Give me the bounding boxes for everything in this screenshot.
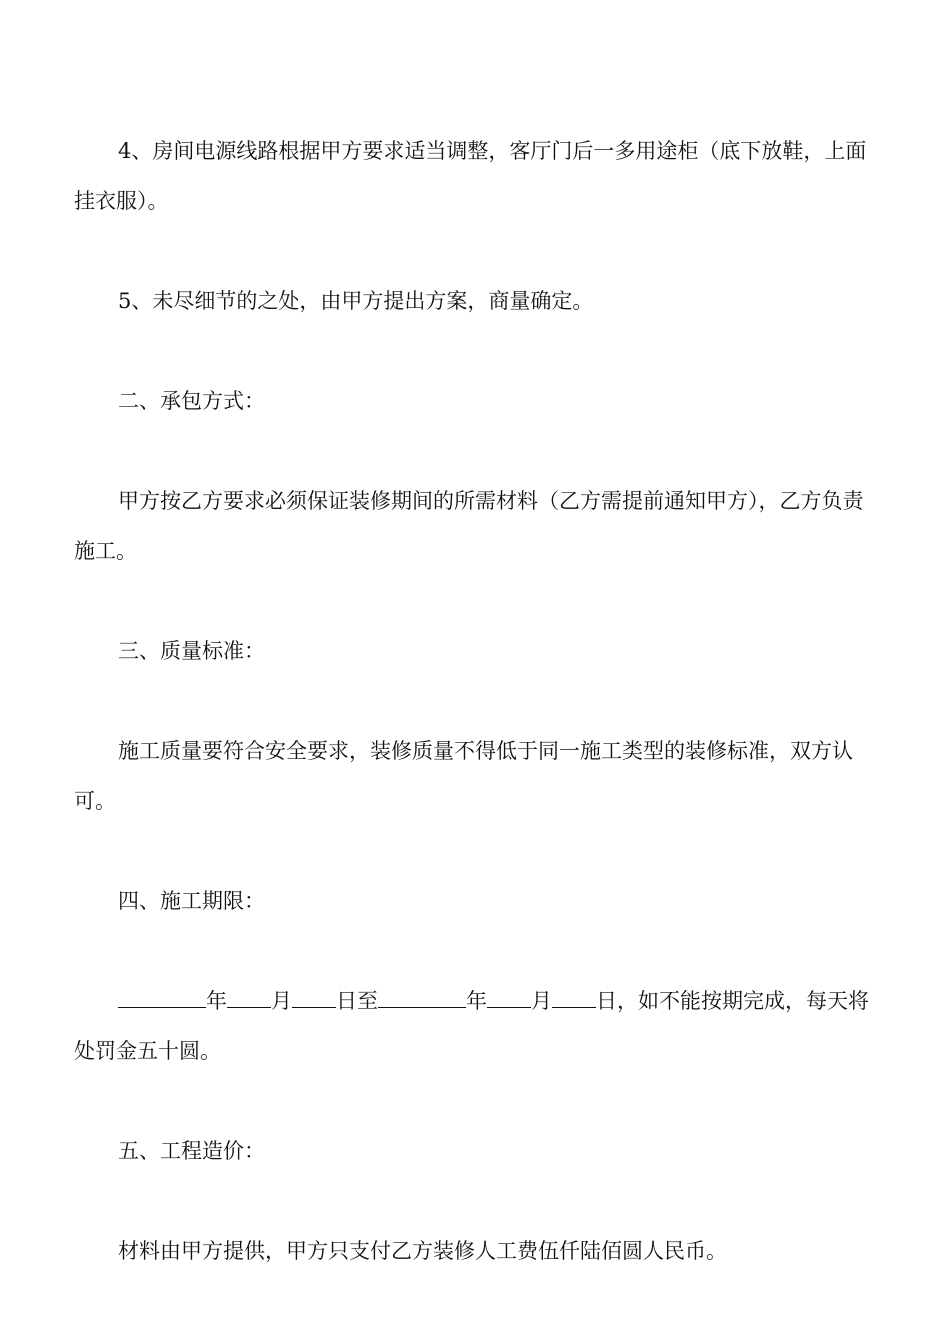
end-year-blank xyxy=(378,989,466,1008)
month-label: 月 xyxy=(271,989,292,1013)
project-cost-paragraph: 材料由甲方提供，甲方只支付乙方装修人工费伍仟陆佰圆人民币。 xyxy=(118,1239,727,1263)
start-year-blank xyxy=(118,989,206,1008)
year-label: 年 xyxy=(466,989,487,1013)
section-heading-project-cost: 五、工程造价： xyxy=(118,1139,265,1163)
start-day-blank xyxy=(292,989,336,1008)
section-heading-construction-period: 四、施工期限： xyxy=(118,889,265,913)
year-label: 年 xyxy=(206,989,227,1013)
end-day-blank xyxy=(552,989,596,1008)
construction-period-paragraph xyxy=(74,976,880,1076)
clause-4-paragraph: 4、房间电源线路根据甲方要求适当调整，客厅门后一多用途柜（底下放鞋，上面挂衣服）。 xyxy=(74,139,867,213)
penalty-text: 日，如不能按期完成，每天将处罚金五十圆。 xyxy=(74,989,869,1063)
end-month-blank xyxy=(487,989,531,1008)
start-month-blank xyxy=(227,989,271,1008)
clause-5-paragraph: 5、未尽细节的之处，由甲方提出方案，商量确定。 xyxy=(118,289,594,313)
contract-method-paragraph: 甲方按乙方要求必须保证装修期间的所需材料（乙方需提前通知甲方），乙方负责施工。 xyxy=(74,489,864,563)
month-label: 月 xyxy=(531,989,552,1013)
quality-standard-paragraph: 施工质量要符合安全要求，装修质量不得低于同一施工类型的装修标准，双方认可。 xyxy=(74,739,853,813)
section-heading-contract-method: 二、承包方式： xyxy=(118,389,265,413)
day-to-label: 日至 xyxy=(336,989,378,1013)
section-heading-quality-standard: 三、质量标准： xyxy=(118,639,265,663)
